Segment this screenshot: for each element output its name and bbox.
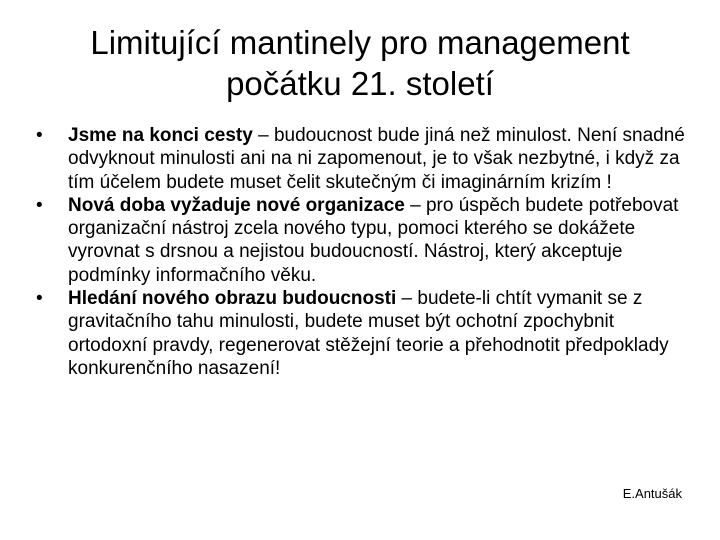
bullet-body-text: – budoucnost bude jiná než minulost. Není snadné odvyknout minulosti ani na ni zapomenout, je to však nezbytné, i když za tím účelem budete muset čelit skutečným či imaginárním krizím !: [68, 125, 685, 193]
bullet-lead-text: Hledání nového obrazu budoucnosti: [68, 288, 397, 310]
bullet-item: [36, 287, 696, 380]
bullet-list: [36, 124, 696, 380]
bullet-item: [36, 194, 696, 287]
bullet-lead-text: Nová doba vyžaduje nové organizace: [68, 194, 405, 216]
bullet-marker: •: [36, 288, 43, 310]
slide-title-line-1: Limitující mantinely pro management: [90, 24, 630, 61]
author-credit: E.Antušák: [622, 486, 682, 501]
bullet-marker: •: [36, 194, 43, 216]
bullet-marker: •: [36, 125, 43, 146]
bullet-body-text: – budete-li chtít vymanit se z gravitačního tahu minulosti, budete muset být ochotní zpochybnit ortodoxní pravdy, regenerovat stěžejní teorie a přehodnotit předpoklady konkurenčního nasazení!: [68, 288, 669, 379]
slide-title: [20, 22, 700, 104]
slide-title-line-2: počátku 21. století: [226, 65, 494, 102]
bullet-item: [36, 124, 696, 194]
bullet-body-text: – pro úspěch budete potřebovat organizační nástroj zcela nového typu, pomoci kterého se dokážete vyrovnat s drsnou a nejistou budoucností. Nástroj, který akceptuje podmínky informačního věku.: [68, 194, 679, 286]
bullet-lead-text: Jsme na konci cesty: [68, 125, 253, 146]
